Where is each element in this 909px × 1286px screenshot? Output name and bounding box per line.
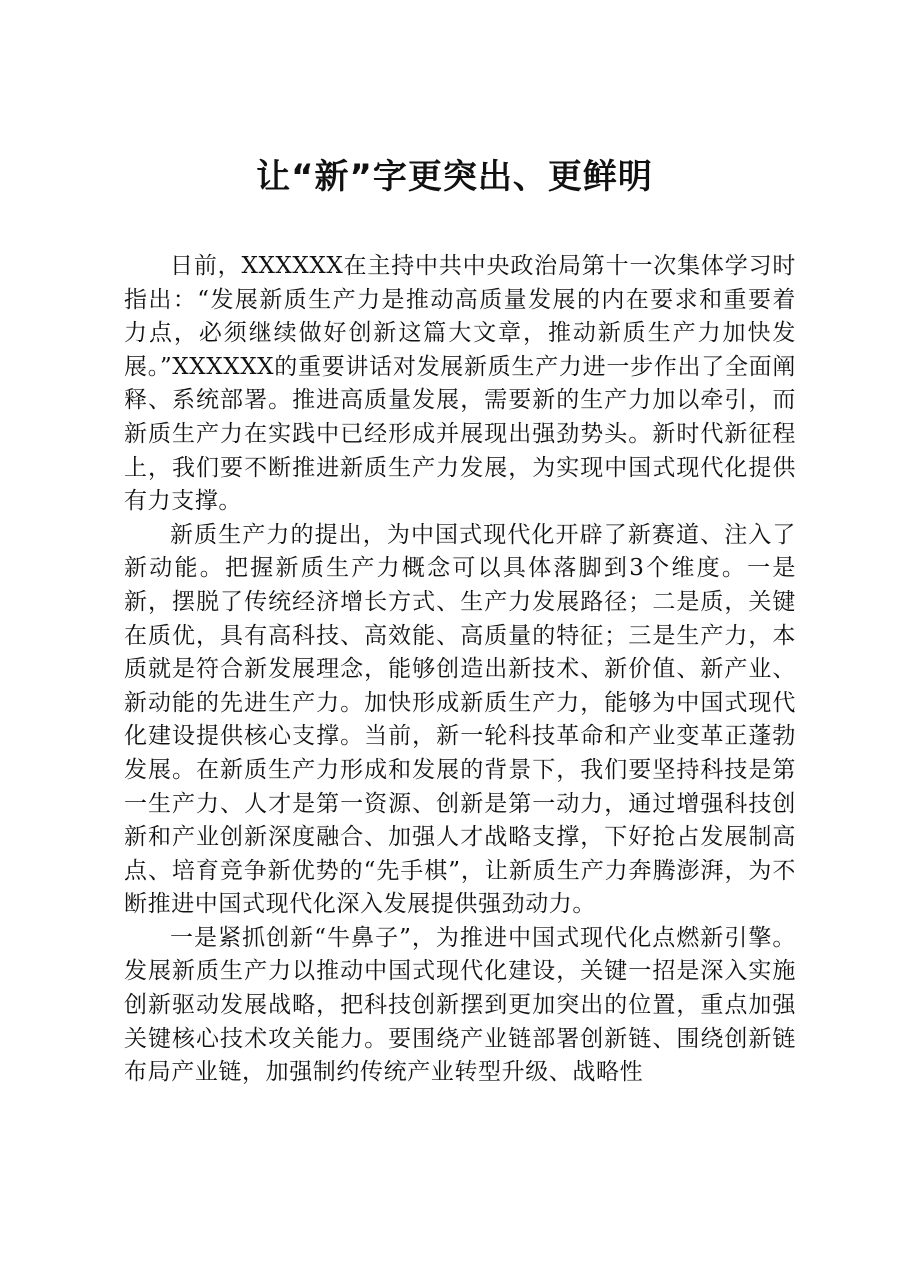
document-title: 让“新”字更突出、更鲜明 [256,157,653,197]
paragraph-2: 新质生产力的提出，为中国式现代化开辟了新赛道、注入了新动能。把握新质生产力概念可以具体落脚到3个维度。一是新，摆脱了传统经济增长方式、生产力发展路径；二是质，关键在质优，具有高科技、高效能、高质量的特征；三是生产力，本质就是符合新发展理念，能够创造出新技术、新价值、新产业、新动能的先进生产力。加快形成新质生产力，能够为中国式现代化建设提供核心支撑。当前，新一轮科技革命和产业变革正蓬勃发展。在新质生产力形成和发展的背景下，我们要坚持科技是第一生产力、人才是第一资源、创新是第一动力，通过增强科技创新和产业创新深度融合、加强人才战略支撑，下好抢占发展制高点、培育竞争新优势的“先手棋”，让新质生产力奔腾澎湃，为不断推进中国式现代化深入发展提供强劲动力。 [124,521,796,918]
paragraph-1: 日前，XXXXXX在主持中共中央政治局第十一次集体学习时指出：“发展新质生产力是推动高质量发展的内在要求和重要着力点，必须继续做好创新这篇大文章，推动新质生产力加快发展。”XXXXXX的重要讲话对发展新质生产力进一步作出了全面阐释、系统部署。推进高质量发展，需要新的生产力加以牵引，而新质生产力在实践中已经形成并展现出强劲势头。新时代新征程上，我们要不断推进新质生产力发展，为实现中国式现代化提供有力支撑。 [124,253,796,515]
document-body [124,250,796,1090]
paragraph-3: 一是紧抓创新“牛鼻子”，为推进中国式现代化点燃新引擎。发展新质生产力以推动中国式现代化建设，关键一招是深入实施创新驱动发展战略，把科技创新摆到更加突出的位置，重点加强关键核心技术攻关能力。要围绕产业链部署创新链、围绕创新链布局产业链，加强制约传统产业转型升级、战略性 [124,924,796,1086]
